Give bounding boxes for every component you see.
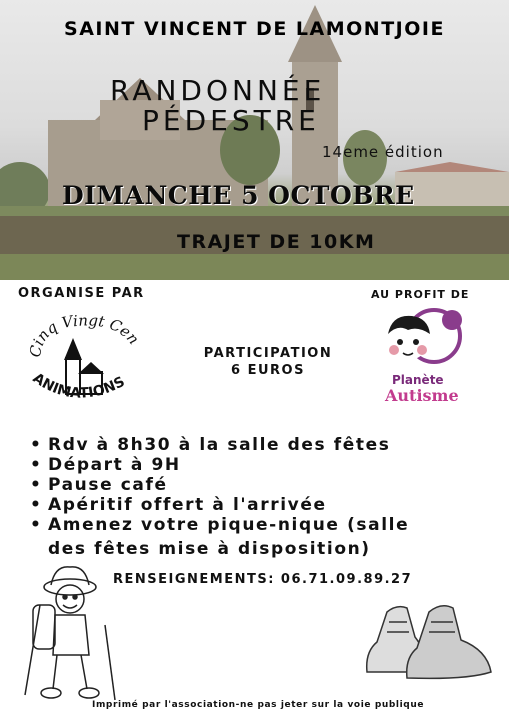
event-title-line2: PÉDESTRE: [142, 104, 320, 137]
event-date: DIMANCHE 5 OCTOBRE: [62, 181, 415, 210]
participation-label: PARTICIPATION: [203, 346, 333, 361]
cinq-vingt-cent-logo: [22, 308, 144, 412]
edition-label: 14eme édition: [322, 143, 444, 161]
contact-info: RENSEIGNEMENTS: 06.71.09.89.27: [113, 572, 413, 587]
program-list: [30, 435, 409, 535]
hiking-boots-illustration: [357, 592, 497, 688]
program-item: • Pause café: [30, 475, 409, 495]
program-item-continuation: des fêtes mise à disposition): [48, 539, 371, 559]
logo-animations-text: ANIMATIONS: [29, 370, 128, 402]
program-item: • Rdv à 8h30 à la salle des fêtes: [30, 435, 409, 455]
village-title: SAINT VINCENT DE LAMONTJOIE: [64, 18, 445, 40]
program-item: • Départ à 9H: [30, 455, 409, 475]
organizer-label: ORGANISE PAR: [18, 286, 145, 301]
program-item: • Amenez votre pique-nique (salle: [30, 515, 409, 535]
beneficiary-label: AU PROFIT DE: [371, 288, 470, 301]
autisme-text: Autisme: [385, 386, 459, 405]
program-item: • Apéritif offert à l'arrivée: [30, 495, 409, 515]
hiker-illustration: [15, 565, 125, 709]
planete-text: Planète: [392, 373, 444, 387]
participation-price: 6 EUROS: [231, 363, 305, 378]
print-notice: Imprimé par l'association-ne pas jeter sur la voie publique: [92, 700, 425, 710]
event-title-line1: RANDONNÉE: [110, 74, 326, 107]
route-distance: TRAJET DE 10KM: [177, 231, 376, 253]
svg-text:Cinq Vingt Cent: [22, 308, 143, 359]
planete-autisme-logo: [378, 308, 470, 378]
logo-arc-text: Cinq Vingt Cen: [25, 311, 143, 359]
